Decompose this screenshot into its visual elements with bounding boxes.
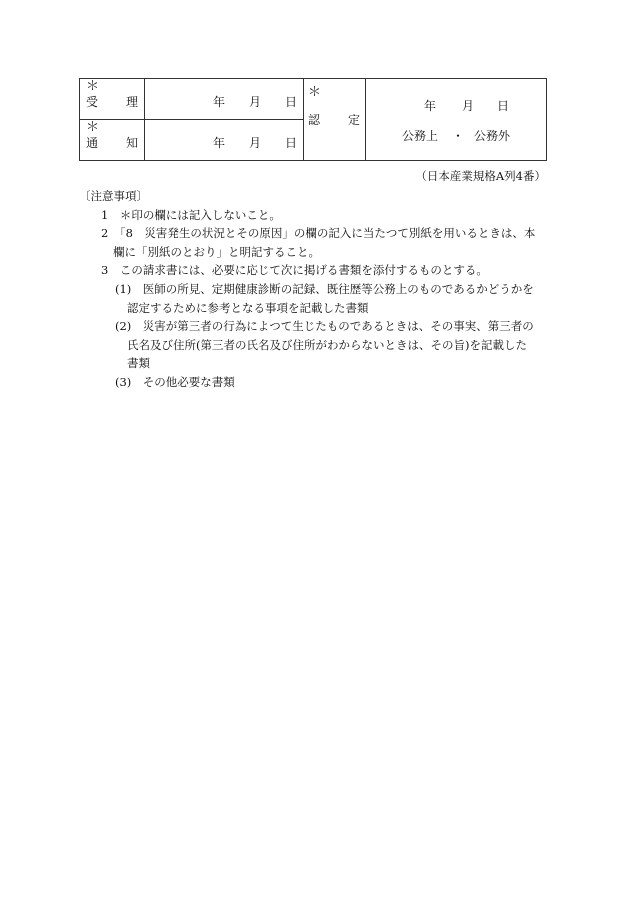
notes-section (79, 187, 549, 392)
note-sub-2-line-1: (2) 災害が第三者の行為によつて生じたものであるときは、その事実、第三者の (115, 319, 534, 334)
notice-year-label: 年 (213, 136, 226, 150)
note-item-2-line-2: 欄に「別紙のとおり」と明記すること。 (113, 244, 320, 259)
receipt-label-b: 理 (126, 95, 139, 109)
notice-label-cell (80, 120, 145, 161)
receipt-month-label: 月 (249, 95, 262, 109)
kumu-ue-option[interactable]: 公務上 (402, 129, 439, 143)
nintei-label-cell (304, 79, 366, 161)
note-item-3: 3 この請求書には、必要に応じて次に掲げる書類を添付するものとする。 (101, 263, 488, 278)
note-item-2-line-1: 2 「8 災害発生の状況とその原因」の欄の記入に当たつて別紙を用いるときは、本 (101, 226, 536, 241)
notice-label-a: 通 (86, 136, 99, 150)
receipt-date-field[interactable] (145, 79, 304, 120)
kumu-separator: ・ (452, 129, 465, 143)
standard-size-note: （日本産業規格A列4番） (415, 169, 546, 183)
note-sub-2-line-2: 氏名及び住所(第三者の氏名及び住所がわからないときは、その旨)を記載した (127, 337, 527, 352)
nintei-day-label: 日 (497, 99, 510, 113)
receipt-year-label: 年 (213, 95, 226, 109)
notice-date-field[interactable] (145, 120, 304, 161)
note-item-1: 1 ＊印の欄には記入しないこと。 (101, 207, 281, 222)
receipt-star: ＊ (86, 79, 100, 94)
nintei-field[interactable] (366, 79, 547, 161)
note-sub-1-line-1: (1) 医師の所見、定期健康診断の記録、既往歴等公務上のものであるかどうかを (115, 281, 534, 296)
note-sub-3: (3) その他必要な書類 (115, 374, 235, 389)
notice-day-label: 日 (285, 136, 298, 150)
kumu-gai-option[interactable]: 公務外 (474, 129, 511, 143)
receipt-label-a: 受 (86, 95, 99, 109)
receipt-day-label: 日 (285, 95, 298, 109)
notice-star: ＊ (86, 120, 100, 135)
nintei-year-label: 年 (424, 99, 437, 113)
nintei-label-b: 定 (348, 113, 361, 127)
nintei-star: ＊ (308, 85, 322, 100)
note-sub-1-line-2: 認定するために参考となる事項を記載した書類 (127, 300, 369, 315)
note-sub-2-line-3: 書類 (127, 356, 150, 371)
receipt-notice-table (79, 78, 547, 161)
notice-month-label: 月 (249, 136, 262, 150)
receipt-label-cell (80, 79, 145, 120)
nintei-month-label: 月 (462, 99, 475, 113)
notice-label-b: 知 (126, 136, 139, 150)
notes-heading: 〔注意事項〕 (79, 189, 148, 203)
nintei-label-a: 認 (308, 113, 321, 127)
